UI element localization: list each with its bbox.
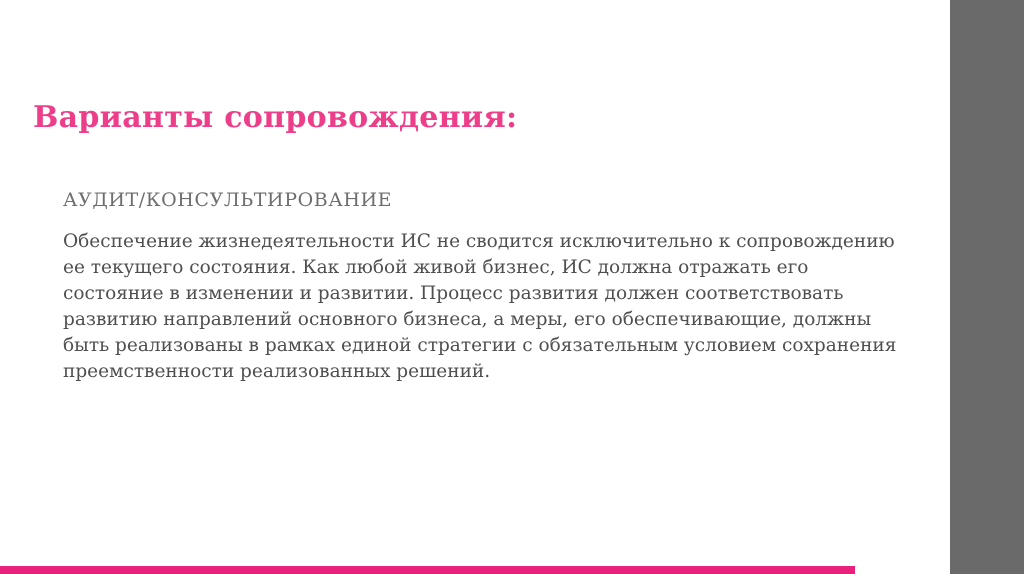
bottom-accent-bar [0,566,855,574]
slide-title: Варианты сопровождения: [33,100,518,135]
section-heading: АУДИТ/КОНСУЛЬТИРОВАНИЕ [63,189,393,211]
body-paragraph: Обеспечение жизнедеятельности ИС не сводится исключительно к сопровождению ее текущего состояния. Как любой живой бизнес, ИС должна отражать его состояние в изменении и развитии. Процесс развития должен соответствовать развитию направлений основного бизнеса, а меры, его обеспечивающие, должны быть реализованы в рамках единой стратегии с обязательным условием сохранения преемственности реализованных решений. [63,231,897,382]
right-gray-sidebar [950,0,1024,574]
slide-content [63,189,911,385]
